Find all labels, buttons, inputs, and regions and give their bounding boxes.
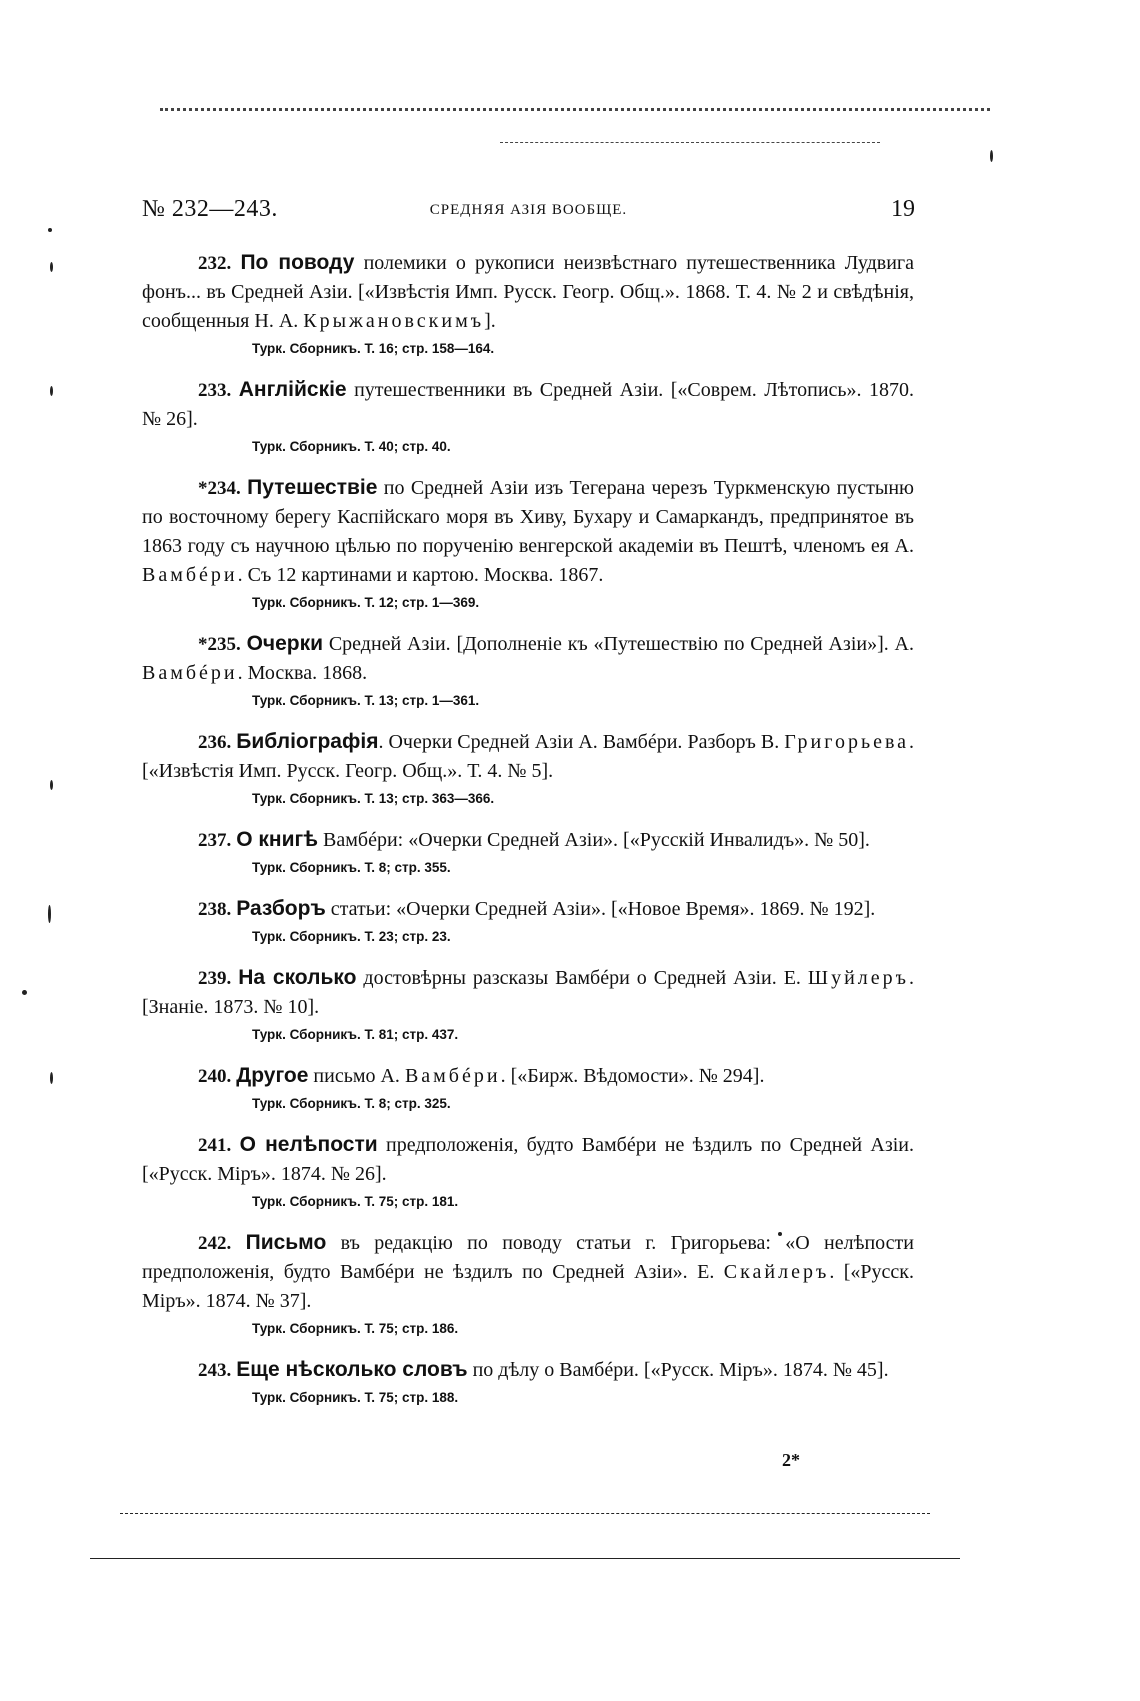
entry-reference: Турк. Сборникъ. Т. 8; стр. 325. [252,1096,451,1111]
entry-author: Скайлеръ [723,1261,830,1283]
page-number: 19 [891,196,915,222]
entry-number: *235. [198,634,241,655]
entry-reference: Турк. Сборникъ. Т. 40; стр. 40. [252,439,451,454]
entry-keyword: Разборъ [236,897,326,920]
entry-keyword: Очерки [246,632,324,655]
entry-number: 241. [198,1135,232,1156]
bibliography-entry [142,248,914,360]
entry-body: предположенія, будто Вамбéри не ѣздилъ по Средней Азіи. [«Русск. Міръ». 1874. № 26]. [142,1134,914,1185]
bibliography-entry [142,825,914,879]
entry-body: по дѣлу о Вамбéри. [«Русск. Міръ». 1874. № 45]. [467,1359,889,1381]
scan-speck [22,990,27,995]
entry-body-tail: . [Знаніе. 1873. № 10]. [142,967,914,1018]
entry-author: Вамбéри [404,1065,501,1087]
entry-reference: Турк. Сборникъ. Т. 8; стр. 355. [252,860,451,875]
entry-text [142,473,914,590]
entry-body: путешественники въ Средней Азіи. [«Соврем. Лѣтопись». 1870. № 26]. [142,379,915,430]
scan-artifact-top-line-2 [500,142,880,143]
entry-text [142,248,914,336]
entry-reference: Турк. Сборникъ. Т. 75; стр. 188. [252,1390,459,1405]
signature-mark: 2* [782,1450,800,1470]
scan-speck [50,386,53,396]
scan-speck [50,262,53,272]
entry-number: 243. [198,1360,232,1381]
entry-body-tail: ]. [484,310,496,332]
entry-reference: Турк. Сборникъ. Т. 81; стр. 437. [252,1027,459,1042]
entry-body: полемики о рукописи неизвѣстнаго путешественника Лудвига фонъ... въ Средней Азіи. [«Извѣстія Имп. Русск. Геогр. Общ.». 1868. Т. 4. № 2 и свѣдѣнія, сообщенныя Н. А. [142,252,914,332]
entry-list [142,248,914,1424]
entry-keyword: Англійскіе [238,378,347,401]
entry-reference: Турк. Сборникъ. Т. 23; стр. 23. [252,929,451,944]
entry-body: статьи: «Очерки Средней Азіи». [«Новое Время». 1869. № 192]. [325,898,876,920]
scan-speck [50,780,53,790]
page-header [142,196,915,232]
bibliography-entry [142,963,914,1046]
entry-text [142,1355,914,1385]
scan-speck [990,150,993,162]
entry-author: Крыжановскимъ [303,310,485,332]
scan-speck [50,1072,53,1084]
bibliography-entry [142,727,914,810]
entry-range: № 232—243. [142,196,278,222]
bibliography-entry [142,629,914,712]
bibliography-entry [142,473,914,614]
bibliography-entry [142,894,914,948]
entry-number: 242. [198,1233,232,1254]
entry-reference: Турк. Сборникъ. Т. 16; стр. 158—164. [252,341,495,356]
entry-body: въ редакцію по поводу статьи г. Григорьева: «О нелѣпости предположенія, будто Вамбéри не ѣздилъ по Средней Азіи». Е. [142,1232,914,1283]
entry-body-tail: . [«Извѣстія Имп. Русск. Геогр. Общ.». Т. 4. № 5]. [142,731,915,782]
bibliography-entry [142,375,914,458]
entry-keyword: На сколько [238,966,357,989]
entry-number: 232. [198,253,232,274]
entry-body: Средней Азіи. [Дополненіе къ «Путешествію по Средней Азіи»]. А. [323,633,915,655]
entry-keyword: Путешествіе [247,476,378,499]
bottom-rule-2 [90,1558,960,1559]
entry-number: 236. [198,732,232,753]
entry-text [142,894,914,924]
entry-number: 238. [198,899,232,920]
bibliography-entry [142,1130,914,1213]
entry-body: достовѣрны разсказы Вамбéри о Средней Азіи. Е. [356,967,808,989]
entry-number: *234. [198,478,241,499]
entry-reference: Турк. Сборникъ. Т. 75; стр. 186. [252,1321,459,1336]
entry-author: Григорьева [784,731,910,753]
entry-number: 237. [198,830,232,851]
entry-text [142,375,914,434]
entry-body: по Средней Азіи изъ Тегерана черезъ Туркменскую пустыню по восточному берегу Каспійскаго моря въ Хиву, Бухару и Самаркандъ, предпринятое въ 1863 году съ научною цѣлью по порученію венгерской академіи въ Пештѣ, членомъ ея А. [142,477,914,557]
entry-text [142,1228,914,1316]
entry-number: 239. [198,968,232,989]
entry-body: письмо А. [308,1065,405,1087]
entry-keyword: Письмо [245,1231,327,1254]
entry-text [142,1130,914,1189]
entry-text [142,727,914,786]
entry-reference: Турк. Сборникъ. Т. 75; стр. 181. [252,1194,459,1209]
entry-reference: Турк. Сборникъ. Т. 13; стр. 1—361. [252,693,480,708]
entry-text [142,963,914,1022]
entry-text [142,825,914,855]
entry-body-tail: . [«Русск. Міръ». 1874. № 37]. [142,1261,914,1312]
entry-body: Вамбéри: «Очерки Средней Азіи». [«Русскій Инвалидъ». № 50]. [318,829,870,851]
scan-speck [48,905,51,923]
entry-reference: Турк. Сборникъ. Т. 13; стр. 363—366. [252,791,495,806]
bibliography-entry [142,1061,914,1115]
entry-body-tail: . Москва. 1868. [237,662,368,684]
entry-body-tail: . Съ 12 картинами и картою. Москва. 1867. [237,564,604,586]
entry-text [142,1061,914,1091]
entry-keyword: Другое [236,1064,309,1087]
bibliography-entry [142,1228,914,1340]
bibliography-entry [142,1355,914,1409]
entry-author: Вамбéри [142,662,238,684]
entry-keyword: Еще нѣсколько словъ [236,1358,468,1381]
entry-text [142,629,914,688]
entry-author: Вамбéри [142,564,238,586]
entry-body-tail: . [«Бирж. Вѣдомости». № 294]. [500,1065,765,1087]
entry-reference: Турк. Сборникъ. Т. 12; стр. 1—369. [252,595,480,610]
entry-keyword: По поводу [240,251,355,274]
entry-keyword: О книгѣ [236,828,319,851]
entry-number: 240. [198,1066,232,1087]
bottom-rule-1 [120,1513,930,1514]
running-title: СРЕДНЯЯ АЗІЯ ВООБЩЕ. [429,202,628,218]
entry-number: 233. [198,380,232,401]
entry-author: Шуйлеръ [807,967,909,989]
entry-body: . Очерки Средней Азіи А. Вамбéри. Разборъ В. [378,731,785,753]
scan-artifact-top-line [160,108,990,111]
entry-keyword: О нелѣпости [239,1133,378,1156]
entry-keyword: Библіографія [236,730,379,753]
scan-speck [48,228,52,232]
